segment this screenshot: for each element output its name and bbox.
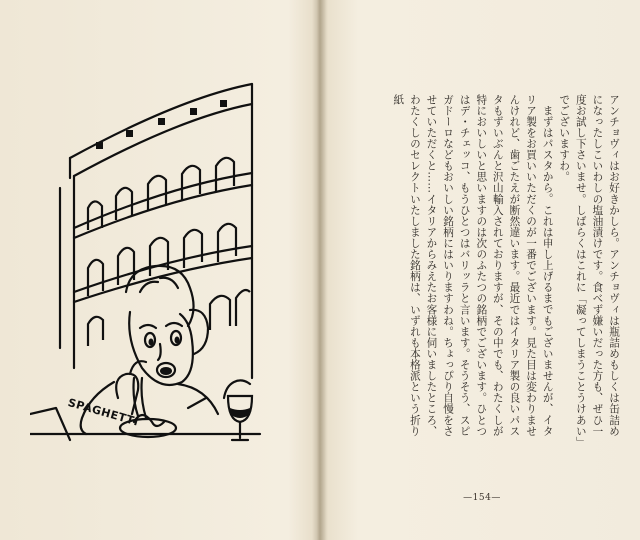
left-page [0,0,318,540]
right-page [322,0,640,540]
colosseum-spaghetti-illustration [30,78,290,450]
fork [188,398,206,408]
left-eyebrow [140,325,156,328]
vertical-body-text [390,94,622,446]
paragraph-anchovy: アンチョヴィはお好きかしら。アンチョヴィは瓶詰めもしくは缶詰めになったしこいわしの塩油漬けです。食べず嫌いだった方も、ぜひ一度お試し下さいませ。しばらくはこれに「凝ってしまうことうけあい」でございますわ。 [558,94,620,443]
page-number: —154— [463,493,501,503]
colosseum-tier-line-2 [74,246,252,292]
paragraph-pasta: まずはパスタから。これは申し上げるまでもございませんが、イタリア製をお買いいただくのが一番でございます。見た目は変わりませんけれど、歯ごたえが断然違います。最近ではイタリア製の良いパスタもずいぶんと沢山輸入されておりますが、その中でも、わたくしが特においしいと思いますのは次のふたつの銘柄でございます。ひとつはデ・チェッコ、もうひとつはバリッラと言います。そうそう、スピガドーロなどもおいしい銘柄にはいりますわね。ちょっぴり自慢をさせていただくと……イタリアからみえたお客様に伺いましたところ、わたくしのセレクトいたしました銘柄は、いずれも本格派という折り紙 [392,94,554,437]
right-eyebrow [166,323,182,326]
illustration-drawing [30,78,290,450]
colosseum-tier-line-1 [74,173,252,228]
character-shoulder [178,384,218,414]
table-edge [30,408,70,440]
spaghetti-label: SPAGHETTI [66,396,141,429]
